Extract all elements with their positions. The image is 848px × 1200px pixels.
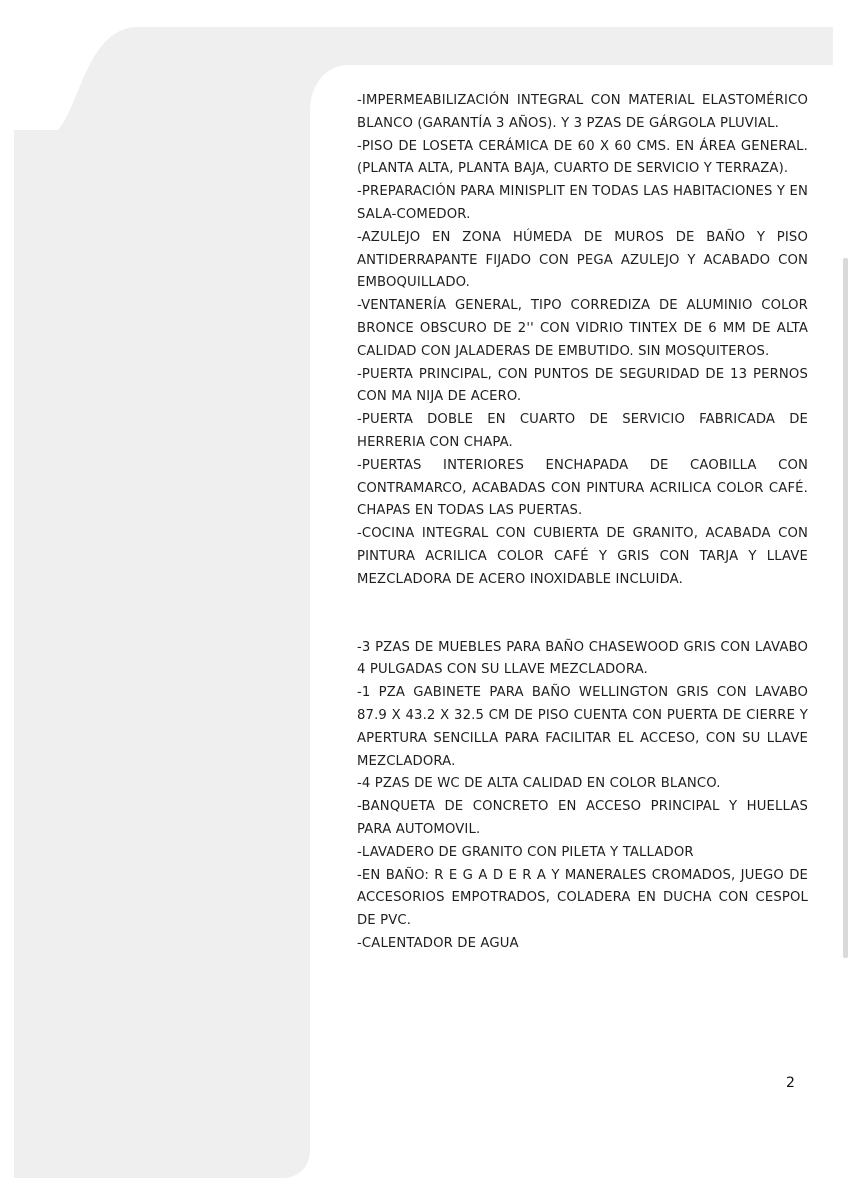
spec-puerta-principal: -PUERTA PRINCIPAL, CON PUNTOS DE SEGURIDAD DE 13 PERNOS CON MA NIJA DE ACERO. [357,366,808,405]
spec-piso: -PISO DE LOSETA CERÁMICA DE 60 X 60 CMS. EN ÁREA GENERAL. (PLANTA ALTA, PLANTA BAJA, CUARTO DE SERVICIO Y TERRAZA). [357,138,808,177]
spec-minisplit: -PREPARACIÓN PARA MINISPLIT EN TODAS LAS HABITACIONES Y EN SALA-COMEDOR. [357,184,808,222]
spec-ventaneria: -VENTANERÍA GENERAL, TIPO CORREDIZA DE ALUMINIO COLOR BRONCE OBSCURO DE 2'' CON VIDRIO TINTEX DE 6 MM DE ALTA CALIDAD CON JALADERAS DE EMBUTIDO. SIN MOSQUITEROS. [357,298,808,359]
spec-cocina: -COCINA INTEGRAL CON CUBIERTA DE GRANITO, ACABADA CON PINTURA ACRILICA COLOR CAFÉ Y GRIS CON TARJA Y LLAVE MEZCLADORA DE ACERO INOXIDABLE INCLUIDA. [357,526,808,587]
spec-impermeabilizacion: -IMPERMEABILIZACIÓN INTEGRAL CON MATERIAL ELASTOMÉRICO BLANCO (GARANTÍA 3 AÑOS). Y 3 PZAS DE GÁRGOLA PLUVIAL. [357,93,808,131]
scrollbar-thumb[interactable] [843,258,848,958]
spec-wc: -4 PZAS DE WC DE ALTA CALIDAD EN COLOR BLANCO. [357,776,721,792]
spec-puertas-interiores: -PUERTAS INTERIORES ENCHAPADA DE CAOBILLA CON CONTRAMARCO, ACABADAS CON PINTURA ACRILICA COLOR CAFÉ. CHAPAS EN TODAS LAS PUERTAS. [357,457,808,519]
spec-calentador: -CALENTADOR DE AGUA [357,935,519,951]
spec-bano: -EN BAÑO: R E G A D E R A Y MANERALES CROMADOS, JUEGO DE ACCESORIOS EMPOTRADOS, COLADERA EN DUCHA CON CESPOL DE PVC. [357,867,808,929]
specifications-text [357,90,808,956]
spec-azulejo: -AZULEJO EN ZONA HÚMEDA DE MUROS DE BAÑO Y PISO ANTIDERRAPANTE FIJADO CON PEGA AZULEJO Y ACABADO CON EMBOQUILLADO. [357,229,808,291]
spec-banqueta: -BANQUETA DE CONCRETO EN ACCESO PRINCIPAL Y HUELLAS PARA AUTOMOVIL. [357,799,808,837]
spec-lavadero: -LAVADERO DE GRANITO CON PILETA Y TALLADOR [357,844,694,860]
spec-gabinete: -1 PZA GABINETE PARA BAÑO WELLINGTON GRIS CON LAVABO 87.9 X 43.2 X 32.5 CM DE PISO CUENTA CON PUERTA DE CIERRE Y APERTURA SENCILLA PARA FACILITAR EL ACCESO, CON SU LLAVE MEZCLADORA. [357,685,808,769]
spec-puerta-doble: -PUERTA DOBLE EN CUARTO DE SERVICIO FABRICADA DE HERRERIA CON CHAPA. [357,412,808,450]
paragraph-gap [357,592,808,637]
spec-muebles-bano: -3 PZAS DE MUEBLES PARA BAÑO CHASEWOOD GRIS CON LAVABO 4 PULGADAS CON SU LLAVE MEZCLADORA. [357,639,808,678]
page-number: 2 [786,1075,795,1091]
